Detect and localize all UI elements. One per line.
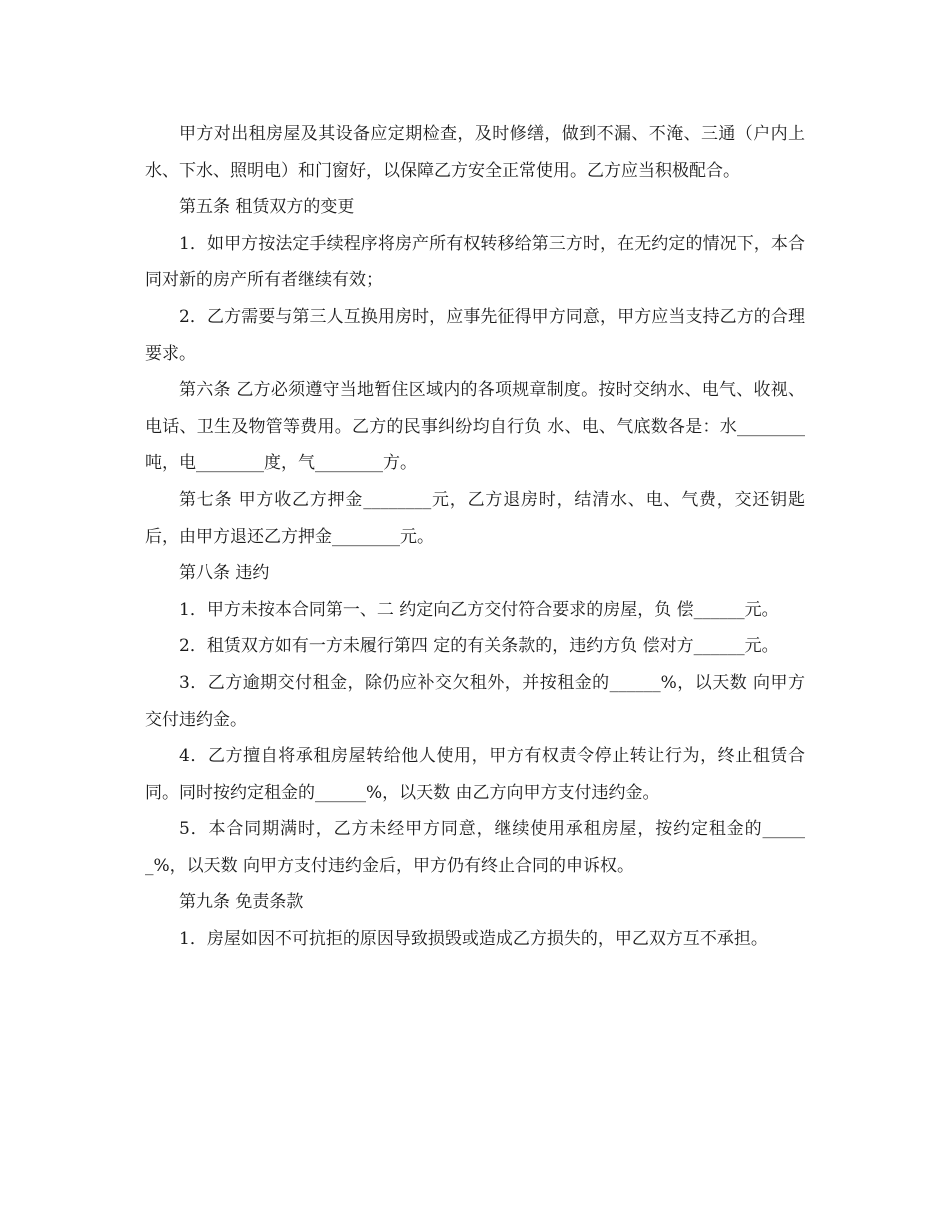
clause-maintenance-paragraph: 甲方对出租房屋及其设备应定期检查，及时修缮，做到不漏、不淹、三通（户内上水、下水、照明电）和门窗好，以保障乙方安全正常使用。乙方应当积极配合。 <box>145 124 805 181</box>
article-eight-item-5: 5．本合同期满时，乙方未经甲方同意，继续使用承租房屋，按约定租金的______%，以天数 向甲方支付违约金后，甲方仍有终止合同的申诉权。 <box>145 819 805 876</box>
article-five-item-1: 1．如甲方按法定手续程序将房产所有权转移给第三方时，在无约定的情况下，本合同对新的房产所有者继续有效； <box>145 233 805 291</box>
article-eight-item-1: 1．甲方未按本合同第一、二 约定向乙方交付符合要求的房屋，负 偿______元。 <box>179 599 779 620</box>
article-nine-heading: 第九条 免责条款 <box>179 892 304 913</box>
article-eight-item-2: 2．租赁双方如有一方未履行第四 定的有关条款的，违约方负 偿对方______元。 <box>179 636 779 657</box>
article-five-heading: 第五条 租赁双方的变更 <box>179 197 355 218</box>
contract-body <box>145 116 805 958</box>
article-six-paragraph: 第六条 乙方必须遵守当地暂住区域内的各项规章制度。按时交纳水、电气、收视、电话、卫生及物管等费用。乙方的民事纠纷均自行负 水、电、气底数各是：水________吨，电________度，气________方。 <box>145 380 805 474</box>
article-nine-item-1: 1．房屋如因不可抗拒的原因导致损毁或造成乙方损失的，甲乙双方互不承担。 <box>179 929 768 950</box>
article-eight-heading: 第八条 违约 <box>179 563 270 584</box>
article-eight-item-3: 3．乙方逾期交付租金，除仍应补交欠租外，并按租金的______%，以天数 向甲方交付违约金。 <box>145 672 805 730</box>
article-eight-item-4: 4．乙方擅自将承租房屋转给他人使用，甲方有权责令停止转让行为，终止租赁合同。同时按约定租金的______%，以天数 由乙方向甲方支付违约金。 <box>145 746 805 803</box>
article-seven-paragraph: 第七条 甲方收乙方押金________元，乙方退房时，结清水、电、气费，交还钥匙后，由甲方退还乙方押金________元。 <box>145 489 805 547</box>
article-five-item-2: 2．乙方需要与第三人互换用房时，应事先征得甲方同意，甲方应当支持乙方的合理要求。 <box>145 306 805 364</box>
